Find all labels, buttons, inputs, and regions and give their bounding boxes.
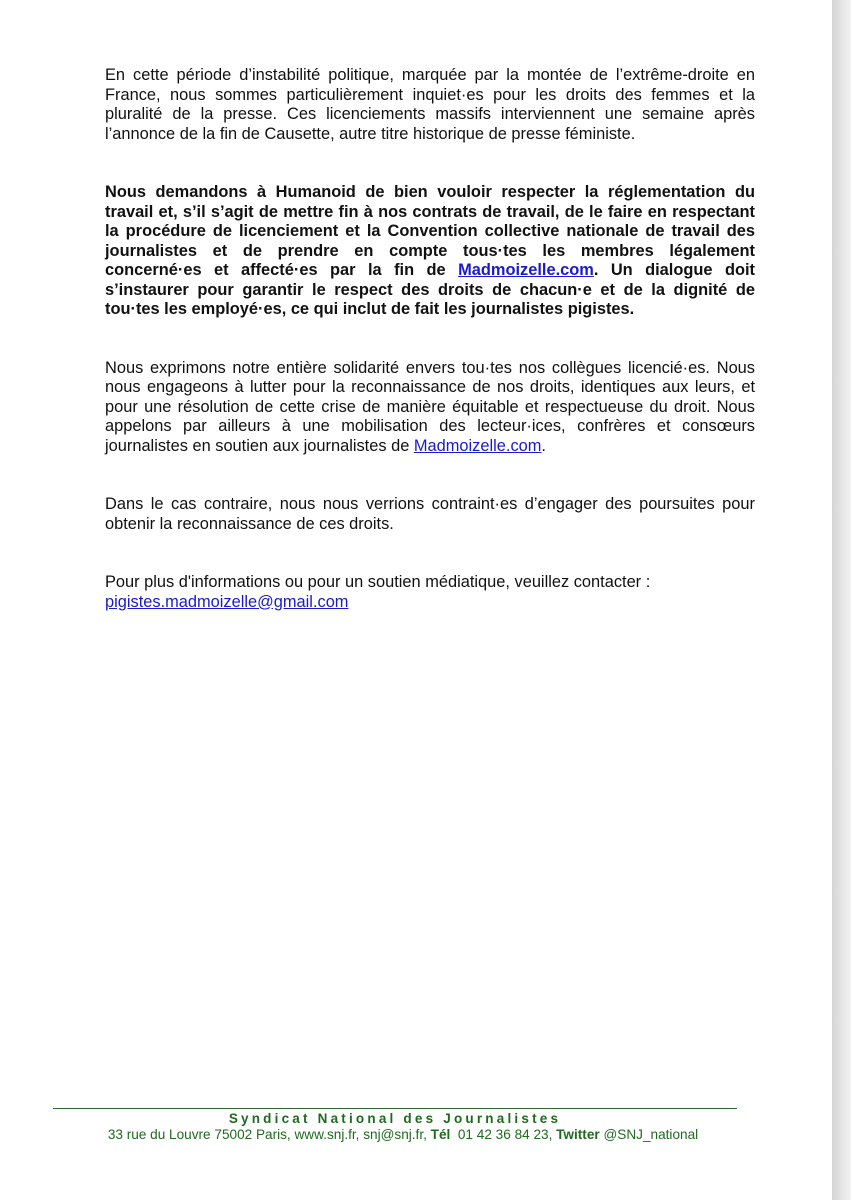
footer-contact-line	[53, 1127, 753, 1142]
paragraph-demands-text-end: . Un dialogue doit s’instaurer pour garantir le respect des droits de chacun·e et de la dignité de tou·tes les employé·es, ce qui inclut de fait les journalistes pigistes.	[105, 261, 755, 318]
madmoizelle-link[interactable]: Madmoizelle.com	[458, 261, 594, 279]
paragraph-context: En cette période d’instabilité politique, marquée par la montée de l’extrême-droite en France, nous sommes particulièrement inquiet·es pour les droits des femmes et la pluralité de la presse. Ces licenciements massifs interviennent une semaine après l’annonce de la fin de Causette, autre titre historique de presse féministe.	[105, 66, 755, 143]
footer-divider	[53, 1108, 737, 1109]
footer-address: 33 rue du Louvre 75002 Paris, www.snj.fr, snj@snj.fr,	[107, 1127, 431, 1142]
paragraph-demands	[105, 183, 755, 320]
madmoizelle-link-2[interactable]: Madmoizelle.com	[413, 436, 542, 455]
footer-tel-label: Tél	[430, 1127, 451, 1142]
paragraph-contact	[105, 573, 755, 612]
paragraph-legal-action: Dans le cas contraire, nous nous verrions contraint·es d’engager des poursuites pour obtenir la reconnaissance de ces droits.	[105, 495, 755, 533]
footer-organization: Syndicat National des Journalistes	[228, 1111, 562, 1126]
footer-twitter-label: Twitter	[556, 1127, 600, 1142]
paragraph-solidarity-text-end: .	[541, 436, 546, 455]
paragraph-solidarity	[105, 359, 755, 457]
paragraph-contact-text: Pour plus d'informations ou pour un soutien médiatique, veuillez contacter :	[105, 573, 651, 591]
paragraph-demands-text: Nous demandons à Humanoid de bien vouloir respecter la réglementation du travail et, s’il s’agit de mettre fin à nos contrats de travail, de le faire en respectant la procédure de licenciement et la Convention collective nationale de travail des journalistes et de prendre en compte tous·tes les membres légalement concerné·es et affecté·es par la fin de	[105, 183, 755, 279]
page-edge-shadow	[832, 0, 851, 1200]
contact-email-link[interactable]: pigistes.madmoizelle@gmail.com	[105, 592, 349, 611]
footer-tel-number: 01 42 36 84 23,	[457, 1127, 557, 1142]
footer-twitter-handle: @SNJ_national	[603, 1127, 699, 1142]
document-body	[105, 66, 755, 612]
paragraph-solidarity-text: Nous exprimons notre entière solidarité envers tou·tes nos collègues licencié·es. Nous nous engageons à lutter pour la reconnaissance de nos droits, identiques aux leurs, et pour une résolution de cette crise de manière équitable et respectueuse du droit. Nous appelons par ailleurs à une mobilisation des lecteur·ices, confrères et consœurs journalistes en soutien aux journalistes de	[105, 358, 755, 455]
